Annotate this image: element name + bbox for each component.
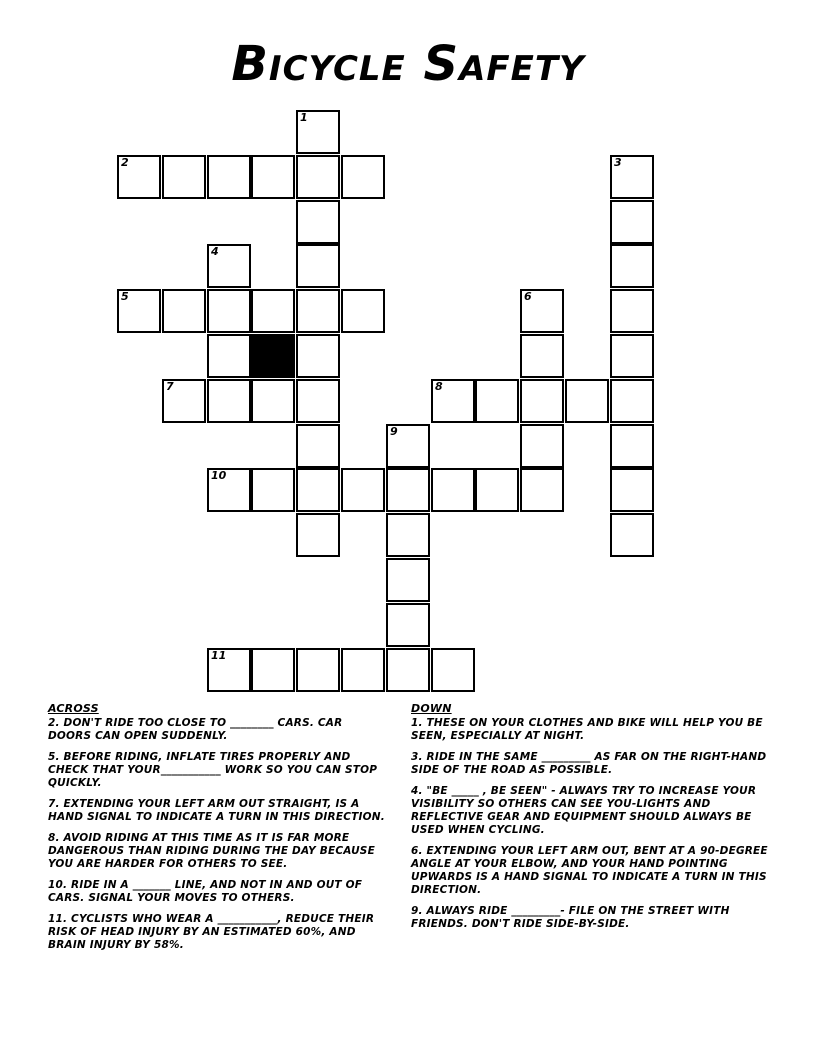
clue-down-1: 1. THESE ON YOUR CLOTHES AND BIKE WILL HELP YOU BE SEEN, ESPECIALLY AT NIGHT. <box>411 717 763 742</box>
answer-cell[interactable] <box>610 289 654 333</box>
answer-cell[interactable] <box>386 648 430 692</box>
clue-across-11: 11. CYCLISTS WHO WEAR A ___________, REDUCE THEIR RISK OF HEAD INJURY BY AN ESTIMATED 60%, AND BRAIN INJURY BY 58%. <box>48 913 375 951</box>
answer-cell[interactable] <box>207 379 251 423</box>
answer-cell[interactable] <box>207 334 251 378</box>
answer-cell[interactable] <box>162 155 206 199</box>
answer-cell[interactable] <box>610 513 654 557</box>
answer-cell[interactable] <box>431 379 475 423</box>
clue-across-2: 2. DON'T RIDE TOO CLOSE TO ________ CARS. CAR DOORS CAN OPEN SUDDENLY. <box>48 717 343 742</box>
answer-cell[interactable] <box>296 513 340 557</box>
down-heading: DOWN <box>411 702 452 715</box>
answer-cell[interactable] <box>520 334 564 378</box>
answer-cell[interactable] <box>610 200 654 244</box>
answer-cell[interactable] <box>520 468 564 512</box>
clue-across-10: 10. RIDE IN A _______ LINE, AND NOT IN AND OUT OF CARS. SIGNAL YOUR MOVES TO OTHERS. <box>48 879 363 904</box>
answer-cell[interactable] <box>610 244 654 288</box>
answer-cell[interactable] <box>431 468 475 512</box>
answer-cell[interactable] <box>251 289 295 333</box>
answer-cell[interactable] <box>251 648 295 692</box>
answer-cell[interactable] <box>386 513 430 557</box>
answer-cell[interactable] <box>296 334 340 378</box>
answer-cell[interactable] <box>296 648 340 692</box>
clue-number: 1 <box>300 111 308 124</box>
clue-number: 11 <box>211 649 227 662</box>
answer-cell[interactable] <box>162 289 206 333</box>
answer-cell[interactable] <box>431 648 475 692</box>
answer-cell[interactable] <box>610 379 654 423</box>
answer-cell[interactable] <box>341 648 385 692</box>
answer-cell[interactable] <box>341 468 385 512</box>
down-clues <box>411 702 771 939</box>
answer-cell[interactable] <box>296 424 340 468</box>
answer-cell[interactable] <box>207 289 251 333</box>
answer-cell[interactable] <box>207 244 251 288</box>
answer-cell[interactable] <box>475 379 519 423</box>
answer-cell[interactable] <box>162 379 206 423</box>
across-heading: ACROSS <box>48 702 99 715</box>
answer-cell[interactable] <box>207 155 251 199</box>
clue-down-6: 6. EXTENDING YOUR LEFT ARM OUT, BENT AT A 90-DEGREE ANGLE AT YOUR ELBOW, AND YOUR HAND POINTING UPWARDS IS A HAND SIGNAL TO INDICATE A TURN IN THIS DIRECTION. <box>411 845 768 896</box>
answer-cell[interactable] <box>520 289 564 333</box>
answer-cell[interactable] <box>296 379 340 423</box>
answer-cell[interactable] <box>207 648 251 692</box>
clue-down-4: 4. "BE _____ , BE SEEN" - ALWAYS TRY TO INCREASE YOUR VISIBILITY SO OTHERS CAN SEE YOU-LIGHTS AND REFLECTIVE GEAR AND EQUIPMENT SHOULD ALWAYS BE USED WHEN CYCLING. <box>411 785 757 836</box>
clue-number: 7 <box>166 380 174 393</box>
answer-cell[interactable] <box>207 468 251 512</box>
black-square <box>251 334 295 378</box>
answer-cell[interactable] <box>475 468 519 512</box>
page-title: Bicycle Safety <box>231 36 585 92</box>
answer-cell[interactable] <box>117 155 161 199</box>
across-clues <box>48 702 388 960</box>
answer-cell[interactable] <box>296 289 340 333</box>
clue-across-8: 8. AVOID RIDING AT THIS TIME AS IT IS FAR MORE DANGEROUS THAN RIDING DURING THE DAY BECAUSE YOU ARE HARDER FOR OTHERS TO SEE. <box>48 832 375 870</box>
answer-cell[interactable] <box>386 468 430 512</box>
clue-across-5: 5. BEFORE RIDING, INFLATE TIRES PROPERLY AND CHECK THAT YOUR___________ WORK SO YOU CAN STOP QUICKLY. <box>48 751 378 789</box>
answer-cell[interactable] <box>610 155 654 199</box>
answer-cell[interactable] <box>520 379 564 423</box>
answer-cell[interactable] <box>386 603 430 647</box>
answer-cell[interactable] <box>296 468 340 512</box>
answer-cell[interactable] <box>296 244 340 288</box>
answer-cell[interactable] <box>565 379 609 423</box>
answer-cell[interactable] <box>296 110 340 154</box>
clue-number: 9 <box>390 425 398 438</box>
answer-cell[interactable] <box>610 424 654 468</box>
answer-cell[interactable] <box>117 289 161 333</box>
clue-down-3: 3. RIDE IN THE SAME _________ AS FAR ON THE RIGHT-HAND SIDE OF THE ROAD AS POSSIBLE. <box>411 751 767 776</box>
clue-number: 6 <box>524 290 532 303</box>
answer-cell[interactable] <box>251 155 295 199</box>
answer-cell[interactable] <box>251 468 295 512</box>
answer-cell[interactable] <box>341 289 385 333</box>
clue-number: 4 <box>211 245 219 258</box>
answer-cell[interactable] <box>386 558 430 602</box>
answer-cell[interactable] <box>520 424 564 468</box>
answer-cell[interactable] <box>251 379 295 423</box>
answer-cell[interactable] <box>386 424 430 468</box>
answer-cell[interactable] <box>610 468 654 512</box>
clue-number: 8 <box>435 380 443 393</box>
clue-number: 2 <box>121 156 129 169</box>
clue-across-7: 7. EXTENDING YOUR LEFT ARM OUT STRAIGHT, IS A HAND SIGNAL TO INDICATE A TURN IN THIS DIRECTION. <box>48 798 385 823</box>
clue-down-9: 9. ALWAYS RIDE _________- FILE ON THE STREET WITH FRIENDS. DON'T RIDE SIDE-BY-SIDE. <box>411 905 730 930</box>
answer-cell[interactable] <box>296 155 340 199</box>
answer-cell[interactable] <box>341 155 385 199</box>
answer-cell[interactable] <box>296 200 340 244</box>
clue-number: 10 <box>211 469 227 482</box>
clue-number: 5 <box>121 290 129 303</box>
answer-cell[interactable] <box>610 334 654 378</box>
clue-number: 3 <box>614 156 622 169</box>
